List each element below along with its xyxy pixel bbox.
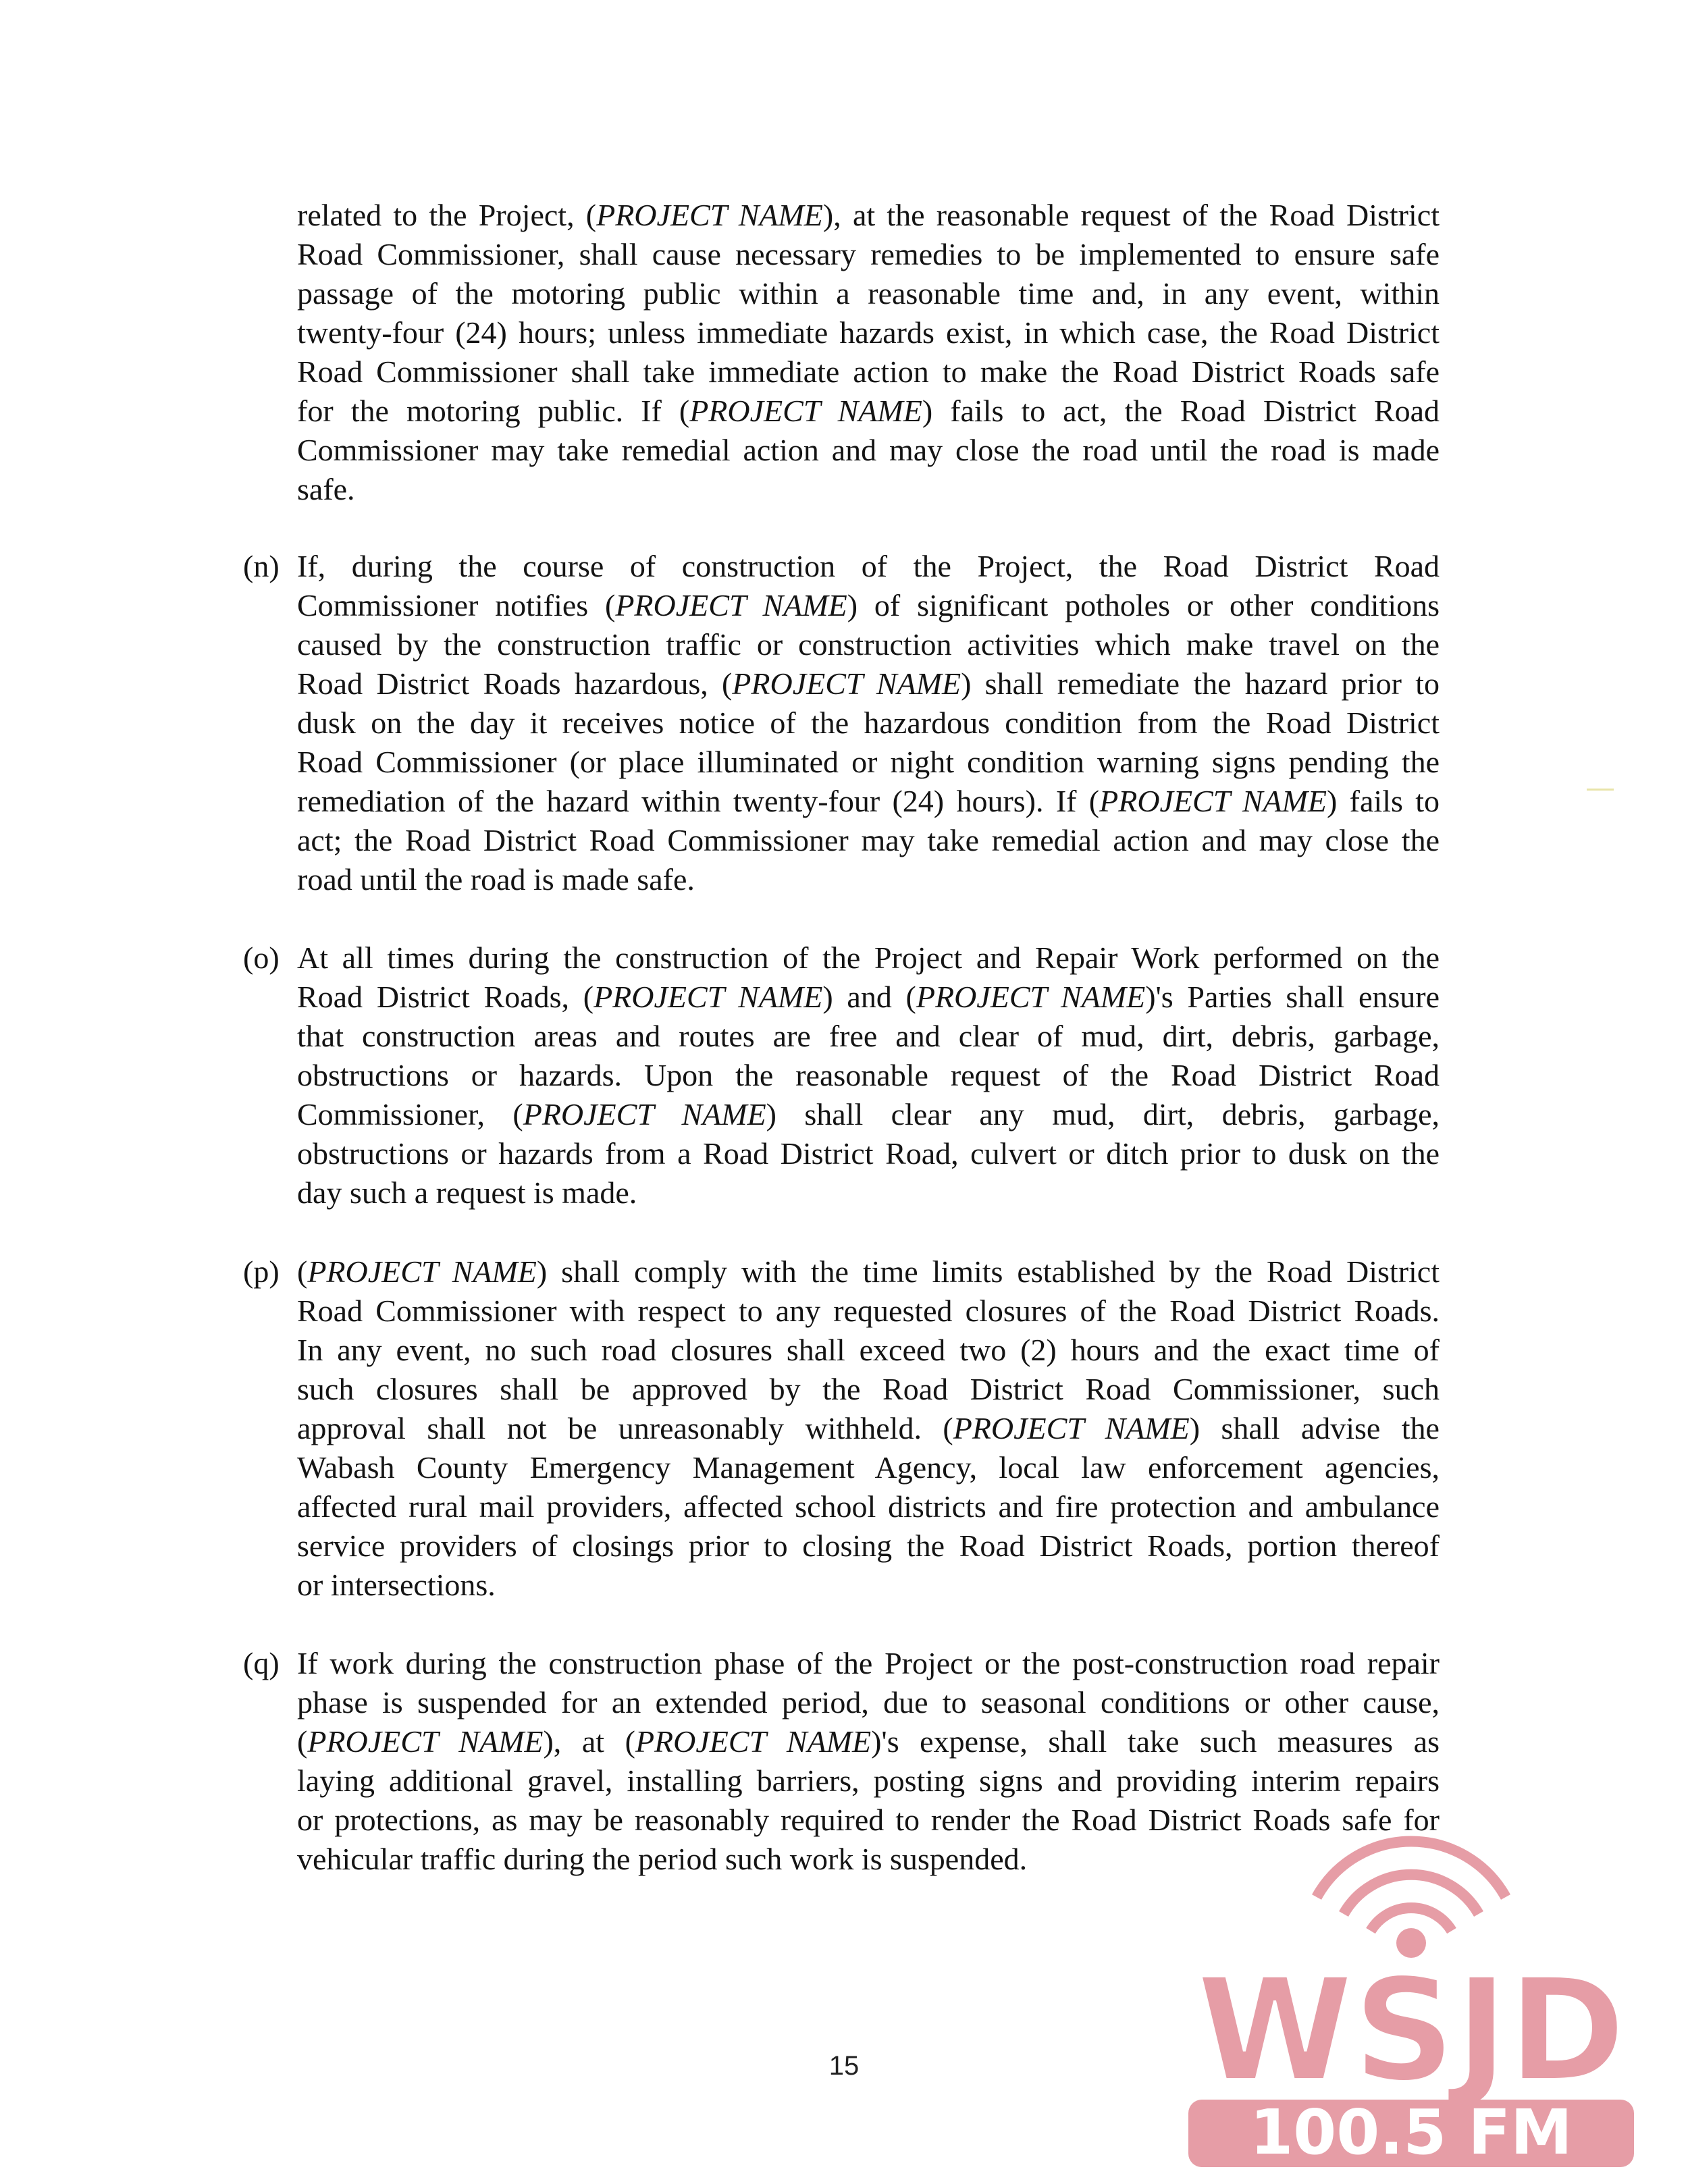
text-line: Road Commissioner, shall cause necessary remedies to be implemented to ensure safe <box>297 237 1440 271</box>
clause-body <box>297 547 1440 899</box>
text-line: dusk on the day it receives notice of the hazardous condition from the Road District <box>297 705 1440 740</box>
text-span: approval shall not be unreasonably withheld. ( <box>297 1411 953 1445</box>
clause-body <box>297 1252 1440 1605</box>
project-name-placeholder: PROJECT NAME <box>732 666 961 701</box>
clause-n <box>243 547 1440 899</box>
text-line <box>297 1252 1440 1291</box>
text-line <box>297 978 1440 1017</box>
text-span: ) of significant potholes or other conditions <box>847 588 1440 622</box>
text-span: ) and ( <box>822 980 916 1014</box>
text-span: related to the Project, ( <box>297 198 597 232</box>
clause-o <box>243 938 1440 1213</box>
text-line: safe. <box>297 472 355 506</box>
text-span: Road District Roads, ( <box>297 980 594 1014</box>
text-span: ) shall clear any mud, dirt, debris, garbage, <box>766 1097 1440 1131</box>
text-line: such closures shall be approved by the Road District Road Commissioner, such <box>297 1372 1440 1406</box>
text-line: Road Commissioner with respect to any requested closures of the Road District Roads. <box>297 1294 1440 1328</box>
text-line: phase is suspended for an extended period, due to seasonal conditions or other cause, <box>297 1685 1440 1720</box>
text-line: day such a request is made. <box>297 1175 637 1210</box>
text-line <box>297 782 1440 821</box>
project-name-placeholder: PROJECT NAME <box>635 1724 872 1759</box>
project-name-placeholder: PROJECT NAME <box>615 588 847 622</box>
text-line: that construction areas and routes are free and clear of mud, dirt, debris, garbage, <box>297 1019 1440 1053</box>
text-span: ) shall comply with the time limits established by the Road District <box>536 1254 1440 1289</box>
text-span: Commissioner, ( <box>297 1097 523 1131</box>
text-line: In any event, no such road closures shall exceed two (2) hours and the exact time of <box>297 1333 1440 1367</box>
text-line <box>297 586 1440 625</box>
text-span: Road District Roads hazardous, ( <box>297 666 733 701</box>
project-name-placeholder: PROJECT NAME <box>596 198 823 232</box>
text-span: ), at ( <box>543 1724 635 1759</box>
text-span: for the motoring public. If ( <box>297 394 690 428</box>
signal-arc <box>1317 1841 1506 1897</box>
scan-artifact <box>1587 789 1614 791</box>
text-line: or intersections. <box>297 1568 496 1602</box>
text-line: or protections, as may be reasonably required to render the Road District Roads safe for <box>297 1803 1440 1837</box>
text-line: At all times during the construction of the Project and Repair Work performed on the <box>297 940 1440 975</box>
page-number: 15 <box>828 2051 860 2081</box>
station-frequency: 100.5 FM <box>1250 2096 1573 2168</box>
project-name-placeholder: PROJECT NAME <box>1099 784 1327 818</box>
text-line: act; the Road District Road Commissioner may take remedial action and may close the <box>297 823 1440 857</box>
text-span: ) fails to <box>1327 784 1440 818</box>
text-line: caused by the construction traffic or construction activities which make travel on the <box>297 627 1440 662</box>
text-span: ) shall advise the <box>1189 1411 1440 1445</box>
text-line <box>297 196 1440 235</box>
project-name-placeholder: PROJECT NAME <box>953 1411 1190 1445</box>
project-name-placeholder: PROJECT NAME <box>523 1097 766 1131</box>
text-line: service providers of closings prior to closing the Road District Roads, portion thereof <box>297 1528 1440 1563</box>
text-line: Wabash County Emergency Management Agency, local law enforcement agencies, <box>297 1450 1440 1485</box>
text-span: ( <box>297 1724 308 1759</box>
clause-p <box>243 1252 1440 1605</box>
text-span: ), at the reasonable request of the Road District <box>822 198 1440 232</box>
project-name-placeholder: PROJECT NAME <box>916 980 1146 1014</box>
clause-letter: (o) <box>243 940 280 975</box>
text-span: )'s Parties shall ensure <box>1145 980 1440 1014</box>
text-line: If work during the construction phase of the Project or the post-construction road repair <box>297 1646 1440 1680</box>
text-line: laying additional gravel, installing barriers, posting signs and providing interim repairs <box>297 1763 1440 1798</box>
clause-body <box>297 938 1440 1213</box>
clause-letter: (q) <box>243 1646 280 1680</box>
project-name-placeholder: PROJECT NAME <box>307 1724 544 1759</box>
text-line <box>297 1722 1440 1761</box>
text-line: Road Commissioner shall take immediate action to make the Road District Roads safe <box>297 354 1440 389</box>
text-line: passage of the motoring public within a reasonable time and, in any event, within <box>297 276 1440 311</box>
text-line: Commissioner may take remedial action and may close the road until the road is made <box>297 433 1440 467</box>
text-line: affected rural mail providers, affected school districts and fire protection and ambulance <box>297 1489 1440 1524</box>
project-name-placeholder: PROJECT NAME <box>307 1254 537 1289</box>
text-line: Road Commissioner (or place illuminated or night condition warning signs pending the <box>297 745 1440 779</box>
clause-letter: (p) <box>243 1254 280 1289</box>
intro-paragraph <box>297 196 1440 509</box>
text-span: ( <box>297 1254 308 1289</box>
project-name-placeholder: PROJECT NAME <box>594 980 823 1014</box>
text-line: obstructions or hazards. Upon the reasonable request of the Road District Road <box>297 1058 1440 1092</box>
text-line <box>297 1409 1440 1448</box>
project-name-placeholder: PROJECT NAME <box>689 394 922 428</box>
station-logo-watermark <box>1148 1796 1674 2174</box>
text-span: remediation of the hazard within twenty-four (24) hours). If ( <box>297 784 1100 818</box>
clause-letter: (n) <box>243 549 280 583</box>
text-span: Commissioner notifies ( <box>297 588 616 622</box>
signal-arc <box>1371 1908 1452 1931</box>
text-line: obstructions or hazards from a Road District Road, culvert or ditch prior to dusk on the <box>297 1136 1440 1171</box>
broadcast-logo-icon <box>1148 1796 1674 2174</box>
text-line: twenty-four (24) hours; unless immediate hazards exist, in which case, the Road District <box>297 315 1440 350</box>
text-span: ) fails to act, the Road District Road <box>922 394 1440 428</box>
text-span: )'s expense, shall take such measures as <box>871 1724 1440 1759</box>
text-line <box>297 392 1440 431</box>
text-line <box>297 1095 1440 1134</box>
text-line: If, during the course of construction of the Project, the Road District Road <box>297 549 1440 583</box>
text-span: ) shall remediate the hazard prior to <box>961 666 1440 701</box>
station-callsign: WSJD <box>1196 1948 1626 2113</box>
text-line: road until the road is made safe. <box>297 862 695 897</box>
text-line <box>297 664 1440 703</box>
text-line: vehicular traffic during the period such work is suspended. <box>297 1842 1028 1876</box>
